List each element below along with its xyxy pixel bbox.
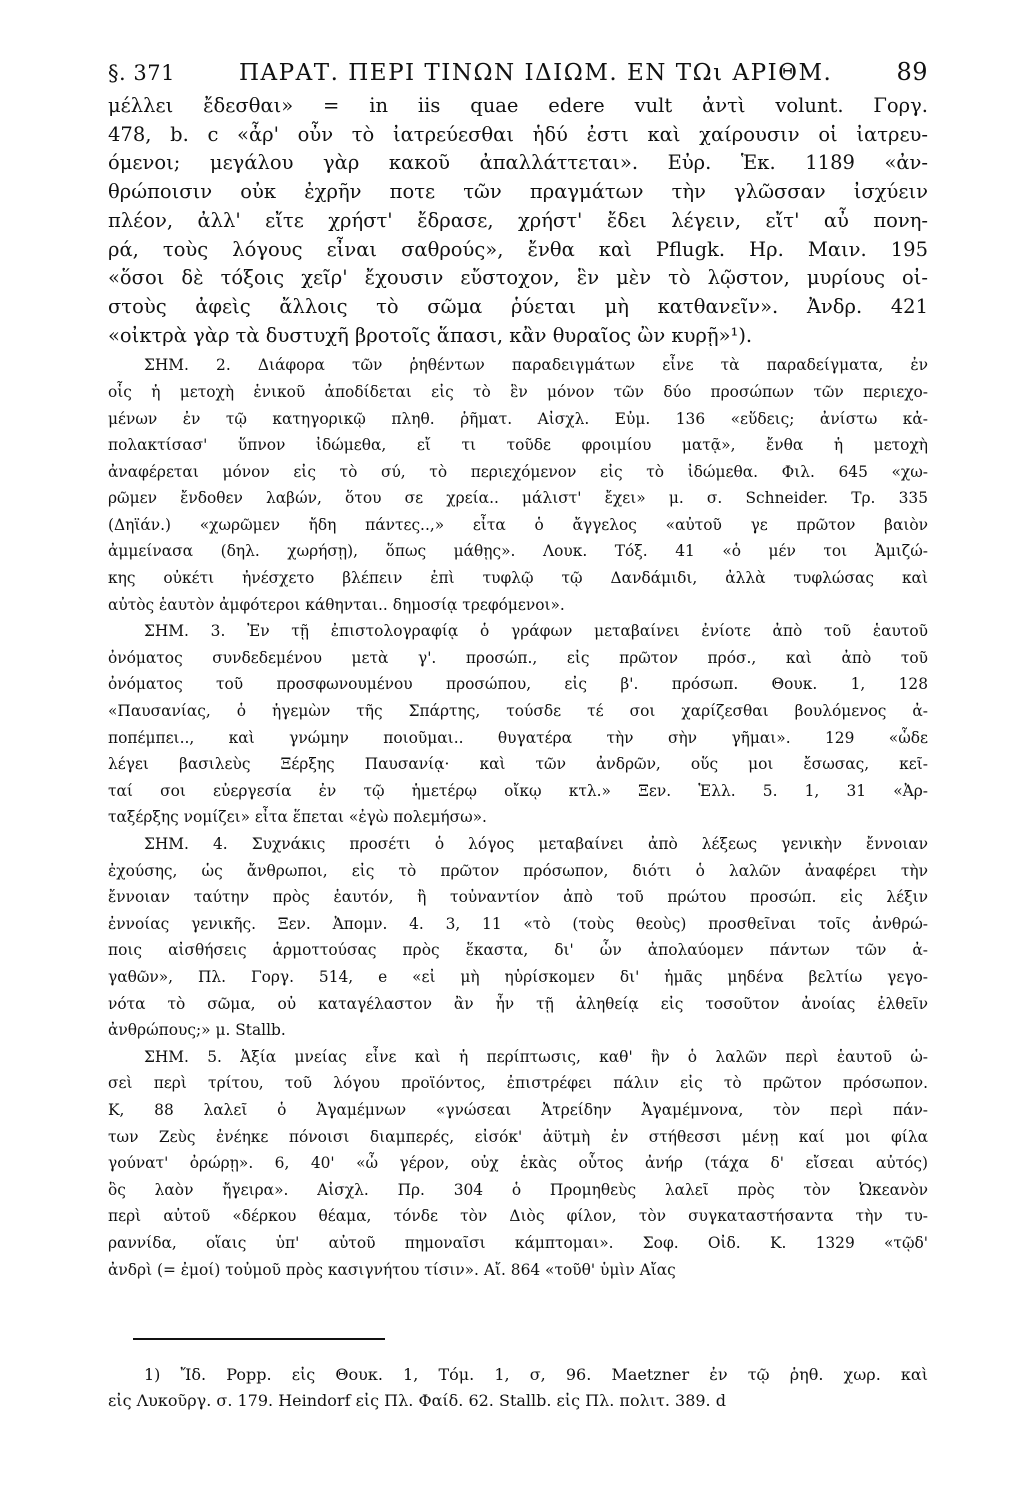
remark-line: λέγει βασιλεὺς Ξέρξης Παυσανίᾳ· καὶ τῶν ἀνδρῶν, οὕς μοι ἔσωσας, κεῖ-	[108, 755, 928, 774]
remark-line: νότα τὸ σῶμα, οὐ καταγέλαστον ἂν ἦν τῇ ἀληθείᾳ εἰς τοσοῦτον ἀνοίας ἐλθεῖν	[108, 994, 928, 1013]
remark-line: ὀνόματος συνδεδεμένου μετὰ γ'. προσώπ., εἰς πρῶτον πρόσ., καὶ ἀπὸ τοῦ	[108, 648, 928, 667]
remark-line: ρῶμεν ἔνδοθεν λαβών, ὅτου σε χρεία.. μάλιστ' ἔχει» μ. σ. Schneider. Τρ. 335	[108, 489, 928, 508]
remark-line: ΣΗΜ. 3. Ἐν τῇ ἐπιστολογραφίᾳ ὁ γράφων μεταβαίνει ἐνίοτε ἀπὸ τοῦ ἑαυτοῦ	[144, 622, 928, 641]
running-header	[108, 58, 928, 86]
text-line: στοὺς ἀφεὶς ἄλλοις τὸ σῶμα ῥύεται μὴ κατθανεῖν». Ἀνδρ. 421	[108, 294, 928, 318]
remark-line: σεὶ περὶ τρίτου, τοῦ λόγου προϊόντος, ἐπιστρέφει πάλιν εἰς τὸ πρῶτον πρόσωπον.	[108, 1074, 928, 1093]
remark-line: ἀνθρώπους;» μ. Stallb.	[108, 1021, 286, 1040]
remark-line: ἀναφέρεται μόνον εἰς τὸ σύ, τὸ περιεχόμενον εἰς τὸ ἰδώμεθα. Φιλ. 645 «χω-	[108, 462, 928, 481]
remark-2	[108, 352, 928, 618]
remark-line: ὃς λαὸν ἤγειρα». Αἰσχλ. Πρ. 304 ὁ Προμηθεὺς λαλεῖ πρὸς τὸν Ὠκεανὸν	[108, 1180, 928, 1199]
remark-line: ἀμμείνασα (δηλ. χωρήσῃ), ὅπως μάθῃς». Λουκ. Τόξ. 41 «ὁ μέν τοι Ἀμιζώ-	[108, 542, 928, 561]
text-line: 478, b. c «ἆρ' οὖν τὸ ἰατρεύεσθαι ἡδύ ἐστι καὶ χαίρουσιν οἱ ἰατρευ-	[108, 122, 928, 146]
section-number: §. 371	[108, 61, 175, 85]
footnote-line: εἰς Λυκοῦργ. σ. 179. Heindorf εἰς Πλ. Φαίδ. 62. Stallb. εἰς Πλ. πολιτ. 389. d	[108, 1391, 726, 1410]
main-text	[108, 92, 928, 350]
text-line: «οἰκτρὰ γὰρ τὰ δυστυχῆ βροτοῖς ἅπασι, κἂν θυραῖος ὢν κυρῇ»¹).	[108, 323, 753, 347]
remark-line: μένων ἐν τῷ κατηγορικῷ πληθ. ῥῆματ. Αἰσχλ. Εὐμ. 136 «εὕδεις; ἀνίστω κἀ-	[108, 409, 928, 428]
text-line: ρά, τοὺς λόγους εἶναι σαθρούς», ἔνθα καὶ Pflugk. Ηρ. Μαιν. 195	[108, 237, 928, 261]
remark-line: πολακτίσασ' ὕπνον ἰδώμεθα, εἴ τι τοῦδε φροιμίου ματᾷ», ἔνθα ἡ μετοχὴ	[108, 436, 928, 455]
remark-4	[108, 831, 928, 1044]
text-line: πλέον, ἀλλ' εἴτε χρήστ' ἔδρασε, χρήστ' ἔδει λέγειν, εἴτ' αὖ πονη-	[108, 208, 928, 232]
text-line: μέλλει ἔδεσθαι» = in iis quae edere vult ἀντὶ volunt. Γοργ.	[108, 94, 928, 117]
remark-line: ποις αἰσθήσεις ἁρμοττούσας πρὸς ἕκαστα, δι' ὧν ἀπολαύομεν πάντων τῶν ἀ-	[108, 941, 928, 960]
book-page	[108, 58, 928, 1283]
remarks-section	[108, 352, 928, 1283]
remark-line: οἷς ἡ μετοχὴ ἑνικοῦ ἀποδίδεται εἰς τὸ ἓν μόνον τῶν δύο προσώπων τῶν περιεχο-	[108, 382, 928, 401]
footnote-rule	[133, 1338, 385, 1340]
text-line: θρώποισιν οὐκ ἐχρῆν ποτε τῶν πραγμάτων τὴν γλῶσσαν ἰσχύειν	[108, 180, 928, 204]
remark-line: ἀνδρὶ (= ἐμοί) τοὐμοῦ πρὸς κασιγνήτου τίσιν». Αἴ. 864 «τοῦθ' ὑμὶν Αἴας	[108, 1260, 676, 1279]
remark-line: των Ζεὺς ἐνέηκε πόνοισι διαμπερές, εἰσόκ' ἀϋτμὴ ἐν στήθεσσι μένῃ καί μοι φίλα	[108, 1127, 928, 1146]
remark-line: ἔννοιαν ταύτην πρὸς ἑαυτόν, ἢ τοὐναντίον ἀπὸ τοῦ πρώτου προσώπ. εἰς λέξιν	[108, 888, 928, 907]
remark-line: (Δηϊάν.) «χωρῶμεν ἤδη πάντες..,» εἶτα ὁ ἄγγελος «αὐτοῦ γε πρῶτον βαιὸν	[108, 515, 928, 534]
footnote	[108, 1362, 928, 1414]
page-number: 89	[896, 58, 928, 86]
text-line: όμενοι; μεγάλου γὰρ κακοῦ ἀπαλλάττεται». Εὐρ. Ἑκ. 1189 «ἀν-	[108, 151, 928, 175]
remark-line: ἐννοίας γενικῆς. Ξεν. Ἀπομν. 4. 3, 11 «τὸ (τοὺς θεοὺς) προσθεῖναι τοῖς ἀνθρώ-	[108, 914, 928, 933]
remark-line: ποπέμπει.., καὶ γνώμην ποιοῦμαι.. θυγατέρα τὴν σὴν γῆμαι». 129 «ὧδε	[108, 728, 928, 747]
remark-line: ΣΗΜ. 5. Ἀξία μνείας εἶνε καὶ ἡ περίπτωσις, καθ' ἣν ὁ λαλῶν περὶ ἑαυτοῦ ὡ-	[144, 1047, 928, 1066]
remark-line: γούνατ' ὀρώρῃ». 6, 40' «ὦ γέρον, οὐχ ἑκὰς οὗτος ἀνήρ (τάχα δ' εἴσεαι αὐτός)	[108, 1154, 928, 1173]
remark-line: γαθῶν», Πλ. Γοργ. 514, e «εἰ μὴ ηὑρίσκομεν δι' ἡμᾶς μηδένα βελτίω γεγο-	[108, 967, 928, 986]
remark-line: περὶ αὐτοῦ «δέρκου θέαμα, τόνδε τὸν Διὸς φίλον, τὸν συγκαταστήσαντα τὴν τυ-	[108, 1207, 928, 1226]
remark-line: ΣΗΜ. 2. Διάφορα τῶν ῥηθέντων παραδειγμάτων εἶνε τὰ παραδείγματα, ἐν	[144, 356, 928, 375]
remark-line: «Παυσανίας, ὁ ἡγεμὼν τῆς Σπάρτης, τούσδε τέ σοι χαρίζεσθαι βουλόμενος ἀ-	[108, 702, 928, 721]
remark-line: ὀνόματος τοῦ προσφωνουμένου προσώπου, εἰς β'. πρόσωπ. Θουκ. 1, 128	[108, 675, 928, 694]
remark-line: ταξέρξης νομίζει» εἶτα ἕπεται «ἐγὼ πολεμήσω».	[108, 808, 487, 827]
footnote-line: 1) Ἴδ. Popp. εἰς Θουκ. 1, Τόμ. 1, σ, 96. Maetzner ἐν τῷ ῥηθ. χωρ. καὶ	[144, 1365, 928, 1384]
remark-line: ταί σοι εὐεργεσία ἐν τῷ ἡμετέρῳ οἴκῳ κτλ.» Ξεν. Ἑλλ. 5. 1, 31 «Ἀρ-	[108, 781, 928, 800]
page-title: ΠΑΡΑΤ. ΠΕΡΙ ΤΙΝΩΝ ΙΔΙΩΜ. ΕΝ ΤΩι ΑΡΙΘΜ.	[239, 60, 833, 86]
remark-line: κης οὐκέτι ἠνέσχετο βλέπειν ἐπὶ τυφλῷ τῷ Δανδάμιδι, ἀλλὰ τυφλώσας καὶ	[108, 569, 928, 588]
remark-line: αὐτὸς ἑαυτὸν ἀμφότεροι κάθηνται.. δημοσίᾳ τρεφόμενοι».	[108, 595, 565, 614]
remark-3	[108, 618, 928, 831]
remark-line: Κ, 88 λαλεῖ ὁ Ἀγαμέμνων «γνώσεαι Ἀτρείδην Ἀγαμέμνονα, τὸν περὶ πάν-	[108, 1100, 928, 1119]
remark-line: ἐχούσης, ὡς ἄνθρωποι, εἰς τὸ πρῶτον πρόσωπον, διότι ὁ λαλῶν ἀναφέρει τὴν	[108, 861, 928, 880]
remark-5	[108, 1044, 928, 1283]
text-line: «ὅσοι δὲ τόξοις χεῖρ' ἔχουσιν εὔστοχον, ἓν μὲν τὸ λῷστον, μυρίους οἰ-	[108, 266, 928, 290]
remark-line: ραννίδα, οἵαις ὑπ' αὐτοῦ πημοναῖσι κάμπτομαι». Σοφ. Οἰδ. Κ. 1329 «τῷδ'	[108, 1233, 928, 1252]
remark-line: ΣΗΜ. 4. Συχνάκις προσέτι ὁ λόγος μεταβαίνει ἀπὸ λέξεως γενικὴν ἔννοιαν	[144, 835, 928, 854]
